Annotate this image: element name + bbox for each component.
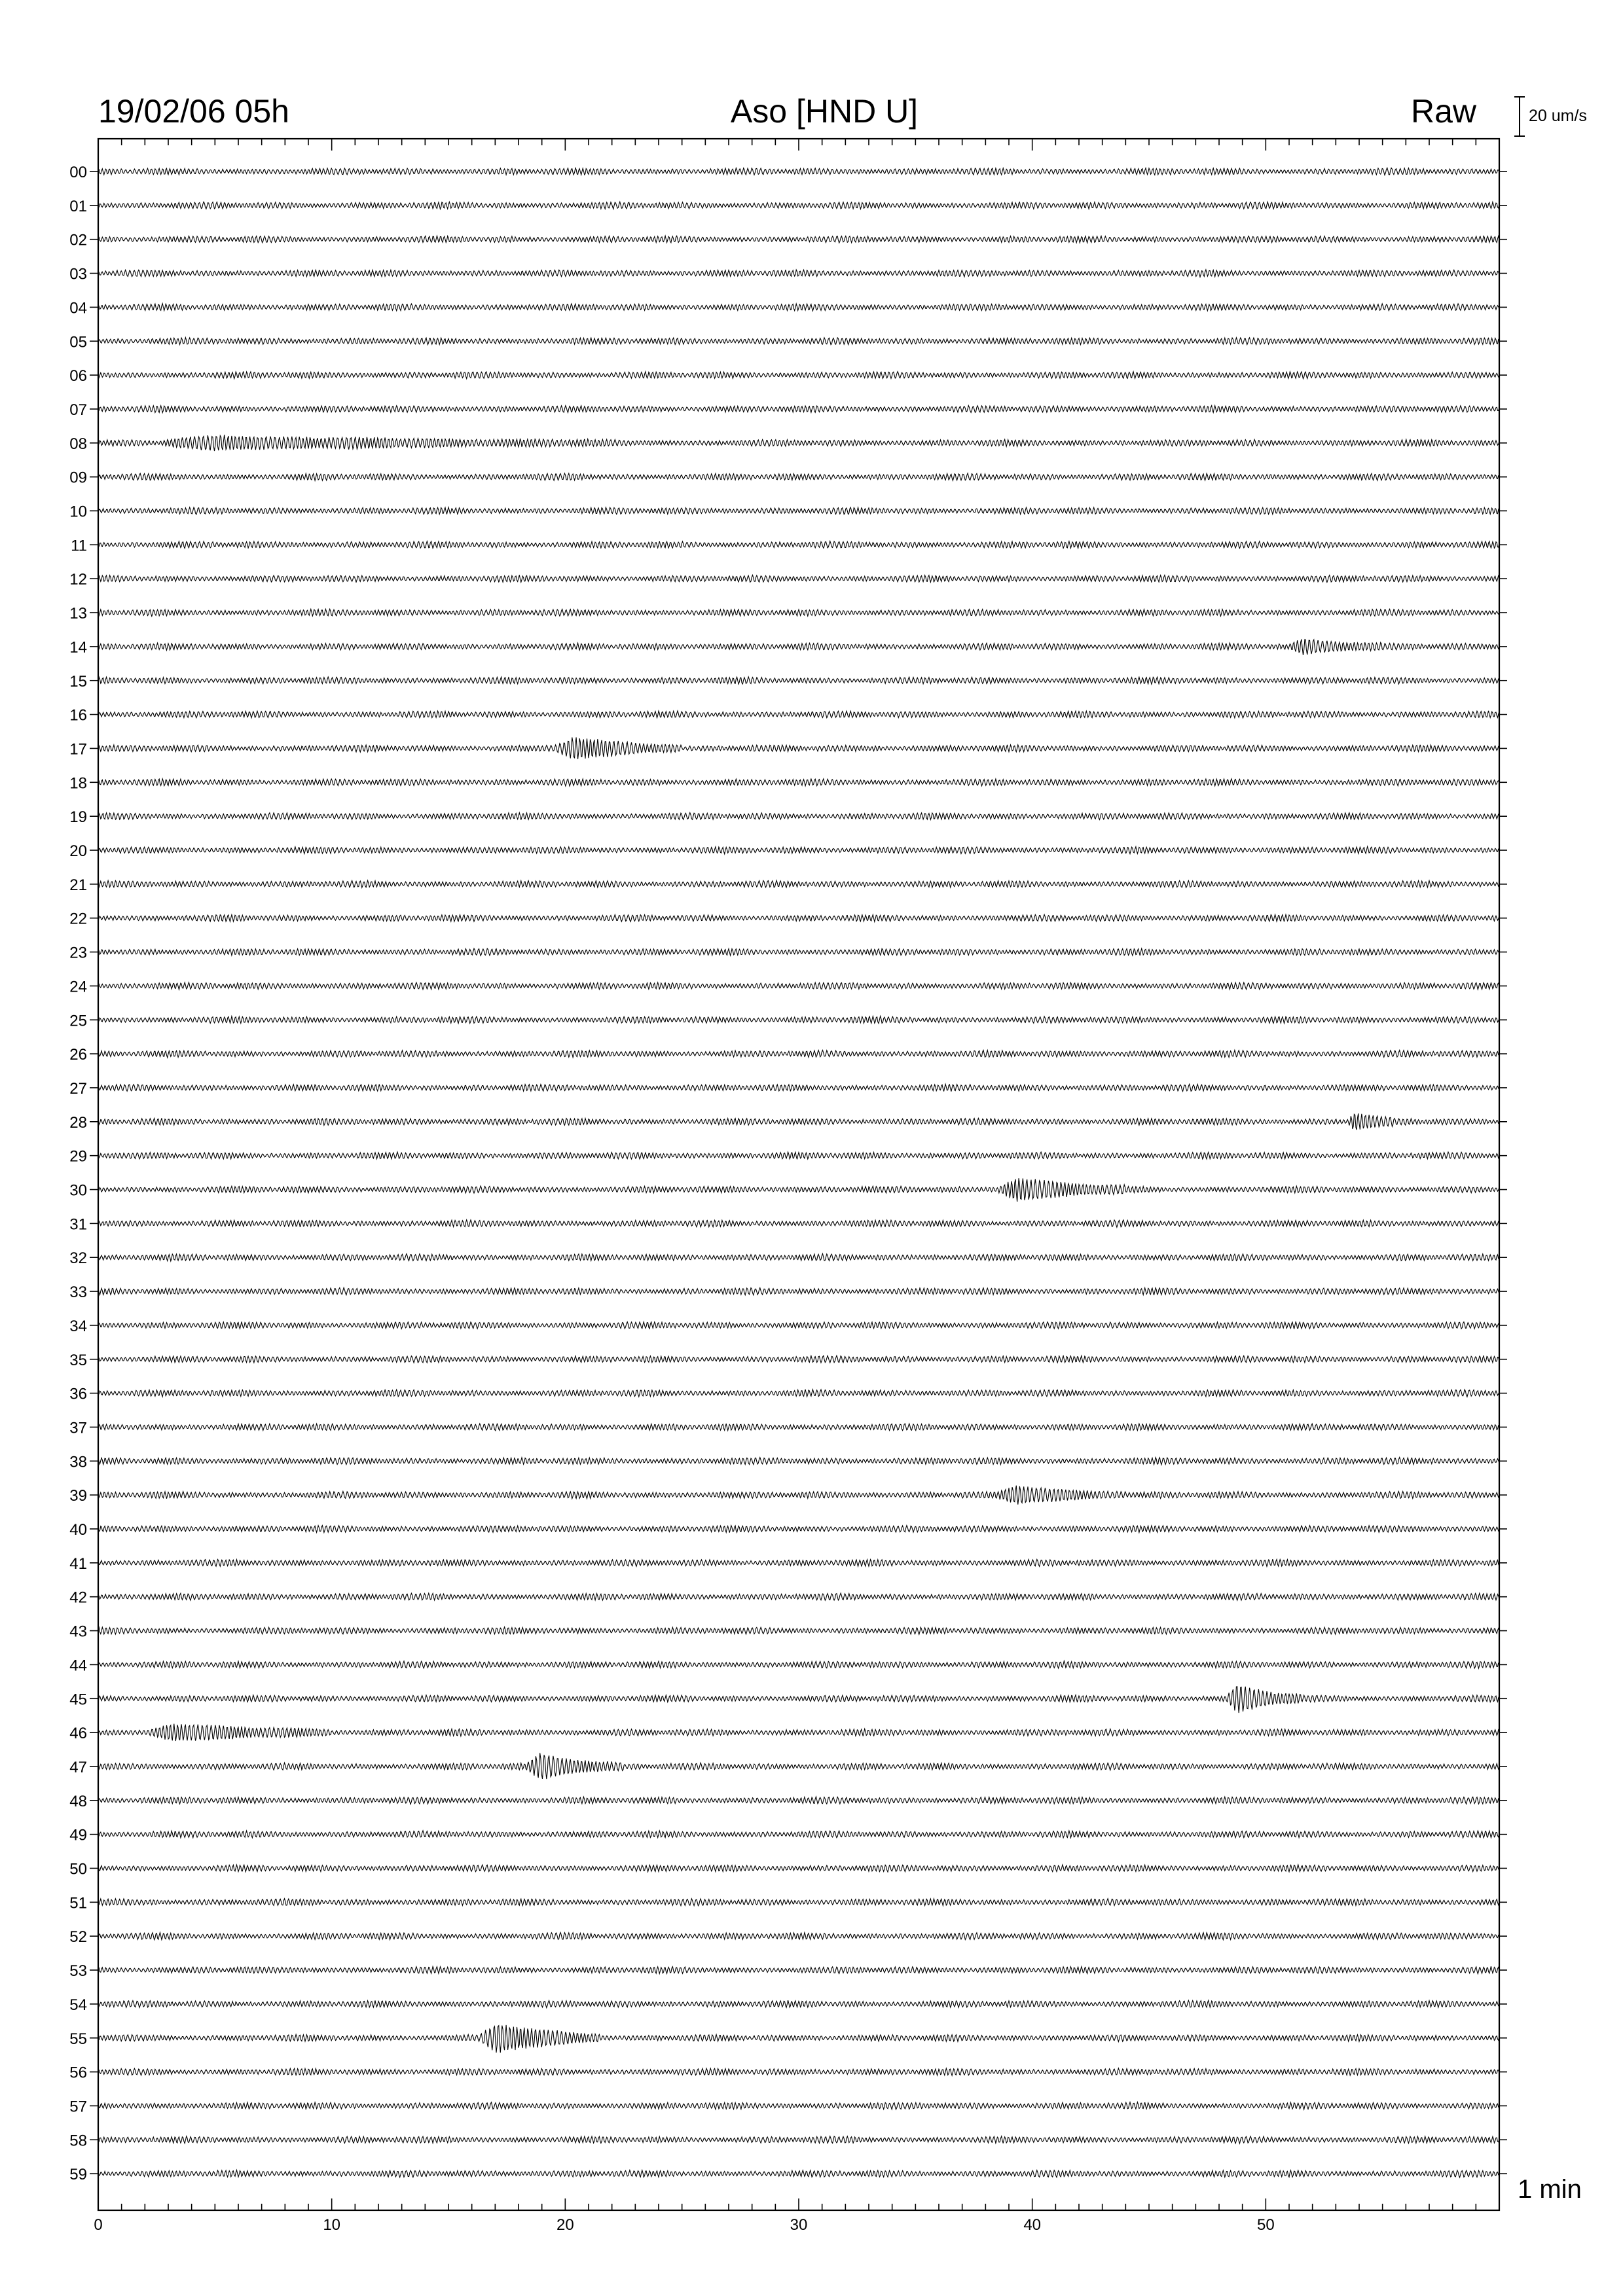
row-label: 41 — [69, 1554, 87, 1573]
row-label: 50 — [69, 1860, 87, 1878]
trace-row-03 — [69, 266, 1507, 283]
trace-line — [98, 1627, 1499, 1634]
row-label: 21 — [69, 876, 87, 894]
trace-line — [98, 1865, 1499, 1872]
trace-row-58 — [69, 2132, 1507, 2149]
row-label: 19 — [69, 808, 87, 827]
trace-row-11 — [71, 537, 1507, 554]
x-tick-label: 50 — [1256, 2216, 1275, 2234]
row-label: 44 — [69, 1657, 87, 1675]
amplitude-scale-bar — [1514, 97, 1525, 136]
row-label: 33 — [69, 1283, 87, 1302]
trace-line — [98, 1050, 1499, 1058]
row-label: 54 — [69, 1996, 87, 2014]
trace-line — [98, 2068, 1499, 2075]
trace-row-02 — [69, 232, 1507, 249]
row-label: 23 — [69, 944, 87, 962]
trace-line — [98, 406, 1499, 413]
trace-line — [98, 779, 1499, 786]
row-label: 16 — [69, 706, 87, 725]
row-label: 18 — [69, 774, 87, 793]
trace-row-07 — [69, 401, 1507, 419]
trace-line — [98, 1113, 1499, 1130]
trace-row-13 — [69, 605, 1507, 622]
trace-line — [98, 1899, 1499, 1906]
trace-row-51 — [69, 1894, 1507, 1912]
trace-line — [98, 1593, 1499, 1600]
trace-line — [98, 1486, 1499, 1505]
row-label: 02 — [69, 231, 87, 249]
row-label: 00 — [69, 164, 87, 181]
trace-row-27 — [69, 1080, 1507, 1098]
row-label: 17 — [69, 740, 87, 759]
trace-line — [98, 372, 1499, 379]
trace-row-56 — [69, 2064, 1507, 2082]
trace-line — [98, 1797, 1499, 1804]
trace-row-23 — [69, 944, 1507, 962]
trace-row-52 — [69, 1928, 1507, 1946]
trace-row-32 — [69, 1249, 1507, 1267]
trace-line — [98, 2170, 1499, 2178]
row-label: 08 — [69, 435, 87, 453]
trace-row-14 — [69, 639, 1507, 656]
row-label: 39 — [69, 1487, 87, 1505]
trace-line — [98, 1559, 1499, 1566]
row-label: 27 — [69, 1079, 87, 1098]
trace-row-53 — [69, 1962, 1507, 1980]
trace-row-26 — [69, 1046, 1507, 1064]
trace-line — [98, 2102, 1499, 2109]
trace-line — [98, 541, 1499, 548]
row-label: 38 — [69, 1453, 87, 1471]
trace-row-57 — [69, 2098, 1507, 2115]
trace-line — [98, 914, 1499, 922]
row-label: 09 — [69, 469, 87, 487]
trace-row-47 — [69, 1753, 1507, 1779]
trace-row-12 — [69, 571, 1507, 588]
row-label: 55 — [69, 2030, 87, 2048]
trace-row-22 — [69, 910, 1507, 928]
mode-label: Raw — [1410, 93, 1476, 130]
row-label: 48 — [69, 1792, 87, 1810]
row-label: 04 — [69, 299, 87, 317]
row-label: 12 — [69, 571, 87, 589]
trace-row-04 — [69, 299, 1507, 317]
row-label: 29 — [69, 1147, 87, 1166]
trace-row-46 — [69, 1724, 1507, 1742]
trace-line — [98, 507, 1499, 514]
trace-line — [98, 1016, 1499, 1024]
trace-row-29 — [69, 1148, 1507, 1166]
trace-line — [98, 1526, 1499, 1533]
trace-row-20 — [69, 842, 1507, 860]
row-label: 53 — [69, 1962, 87, 1981]
trace-line — [98, 1933, 1499, 1940]
trace-line — [98, 846, 1499, 853]
row-label: 40 — [69, 1521, 87, 1539]
trace-line — [98, 1152, 1499, 1159]
trace-line — [98, 202, 1499, 209]
row-label: 05 — [69, 333, 87, 351]
trace-line — [98, 1753, 1499, 1779]
trace-line — [98, 2025, 1499, 2053]
row-label: 28 — [69, 1113, 87, 1132]
trace-line — [98, 304, 1499, 311]
trace-line — [98, 1287, 1499, 1295]
trace-line — [98, 575, 1499, 583]
row-label: 42 — [69, 1588, 87, 1607]
trace-line — [98, 1831, 1499, 1838]
trace-line — [98, 1458, 1499, 1465]
trace-line — [98, 1424, 1499, 1431]
trace-line — [98, 1724, 1499, 1741]
trace-row-48 — [69, 1793, 1507, 1810]
trace-row-43 — [69, 1623, 1507, 1641]
trace-line — [98, 236, 1499, 243]
row-label: 43 — [69, 1623, 87, 1641]
trace-row-54 — [69, 1996, 1507, 2014]
row-label: 51 — [69, 1894, 87, 1912]
trace-row-37 — [69, 1419, 1507, 1437]
trace-row-06 — [69, 367, 1507, 385]
row-label: 45 — [69, 1691, 87, 1709]
time-unit-label: 1 min — [1518, 2175, 1582, 2204]
trace-line — [98, 639, 1499, 655]
row-label: 20 — [69, 842, 87, 860]
trace-line — [98, 738, 1499, 759]
trace-row-24 — [69, 978, 1507, 996]
row-label: 32 — [69, 1249, 87, 1268]
trace-line — [98, 1687, 1499, 1713]
trace-row-50 — [69, 1861, 1507, 1878]
trace-row-31 — [69, 1215, 1507, 1233]
trace-line — [98, 435, 1499, 451]
row-label: 07 — [69, 401, 87, 419]
trace-line — [98, 1966, 1499, 1973]
x-tick-label: 20 — [556, 2216, 574, 2234]
row-label: 10 — [69, 503, 87, 521]
trace-row-40 — [69, 1521, 1507, 1539]
trace-line — [98, 1220, 1499, 1227]
row-label: 15 — [69, 672, 87, 691]
trace-row-44 — [69, 1657, 1507, 1674]
row-label: 22 — [69, 910, 87, 928]
trace-row-38 — [69, 1453, 1507, 1471]
trace-row-35 — [69, 1352, 1507, 1369]
row-label: 03 — [69, 265, 87, 283]
row-label: 24 — [69, 978, 87, 996]
trace-row-10 — [69, 503, 1507, 521]
trace-rows — [69, 164, 1507, 2183]
trace-row-41 — [69, 1555, 1507, 1573]
trace-row-36 — [69, 1386, 1507, 1403]
row-label: 52 — [69, 1928, 87, 1946]
trace-line — [98, 2000, 1499, 2007]
row-label: 34 — [69, 1317, 87, 1335]
trace-line — [98, 609, 1499, 617]
trace-line — [98, 711, 1499, 718]
trace-row-01 — [69, 198, 1507, 215]
row-label: 35 — [69, 1351, 87, 1369]
row-label: 56 — [69, 2064, 87, 2082]
trace-row-18 — [69, 774, 1507, 792]
trace-line — [98, 982, 1499, 990]
trace-row-34 — [69, 1318, 1507, 1335]
trace-row-25 — [69, 1012, 1507, 1030]
trace-row-30 — [69, 1178, 1507, 1202]
trace-line — [98, 2136, 1499, 2144]
x-tick-label: 40 — [1023, 2216, 1042, 2234]
trace-row-08 — [69, 435, 1507, 452]
trace-row-19 — [69, 808, 1507, 826]
trace-line — [98, 1321, 1499, 1329]
datetime-label: 19/02/06 05h — [98, 93, 289, 130]
x-tick-label: 10 — [323, 2216, 341, 2234]
trace-row-39 — [69, 1486, 1507, 1505]
trace-row-59 — [69, 2166, 1507, 2183]
trace-row-33 — [69, 1283, 1507, 1301]
trace-row-05 — [69, 333, 1507, 351]
trace-line — [98, 813, 1499, 820]
trace-line — [98, 1254, 1499, 1261]
trace-row-49 — [69, 1827, 1507, 1844]
row-label: 46 — [69, 1725, 87, 1743]
station-title: Aso [HND U] — [730, 93, 919, 130]
trace-row-28 — [69, 1113, 1507, 1132]
x-tick-label: 30 — [790, 2216, 808, 2234]
row-label: 14 — [69, 638, 87, 656]
trace-line — [98, 270, 1499, 277]
trace-row-16 — [69, 707, 1507, 725]
trace-line — [98, 338, 1499, 345]
amplitude-scale-label: 20 um/s — [1529, 107, 1587, 125]
row-label: 59 — [69, 2166, 87, 2184]
trace-row-55 — [69, 2025, 1507, 2053]
trace-line — [98, 1390, 1499, 1397]
trace-line — [98, 1084, 1499, 1091]
trace-line — [98, 880, 1499, 888]
row-label: 47 — [69, 1758, 87, 1776]
row-label: 31 — [69, 1215, 87, 1234]
x-tick-label: 0 — [94, 2216, 103, 2234]
trace-row-42 — [69, 1589, 1507, 1607]
row-label: 30 — [69, 1181, 87, 1200]
row-label: 36 — [69, 1385, 87, 1403]
trace-row-00 — [69, 164, 1507, 181]
trace-line — [98, 168, 1499, 175]
row-label: 58 — [69, 2132, 87, 2150]
trace-line — [98, 473, 1499, 480]
trace-line — [98, 677, 1499, 684]
row-label: 49 — [69, 1826, 87, 1844]
trace-line — [98, 948, 1499, 956]
row-label: 26 — [69, 1046, 87, 1064]
row-label: 13 — [69, 605, 87, 623]
row-label: 57 — [69, 2098, 87, 2116]
trace-row-15 — [69, 673, 1507, 691]
trace-row-17 — [69, 738, 1507, 759]
trace-line — [98, 1178, 1499, 1202]
row-label: 25 — [69, 1012, 87, 1030]
trace-row-21 — [69, 876, 1507, 894]
trace-line — [98, 1661, 1499, 1668]
row-label: 37 — [69, 1419, 87, 1437]
row-label: 11 — [71, 537, 87, 555]
row-label: 01 — [69, 197, 87, 215]
time-axis — [94, 139, 1499, 2234]
trace-row-09 — [69, 469, 1507, 487]
trace-line — [98, 1355, 1499, 1363]
row-label: 06 — [69, 367, 87, 386]
plot-frame — [98, 139, 1499, 2210]
trace-row-45 — [69, 1687, 1507, 1713]
